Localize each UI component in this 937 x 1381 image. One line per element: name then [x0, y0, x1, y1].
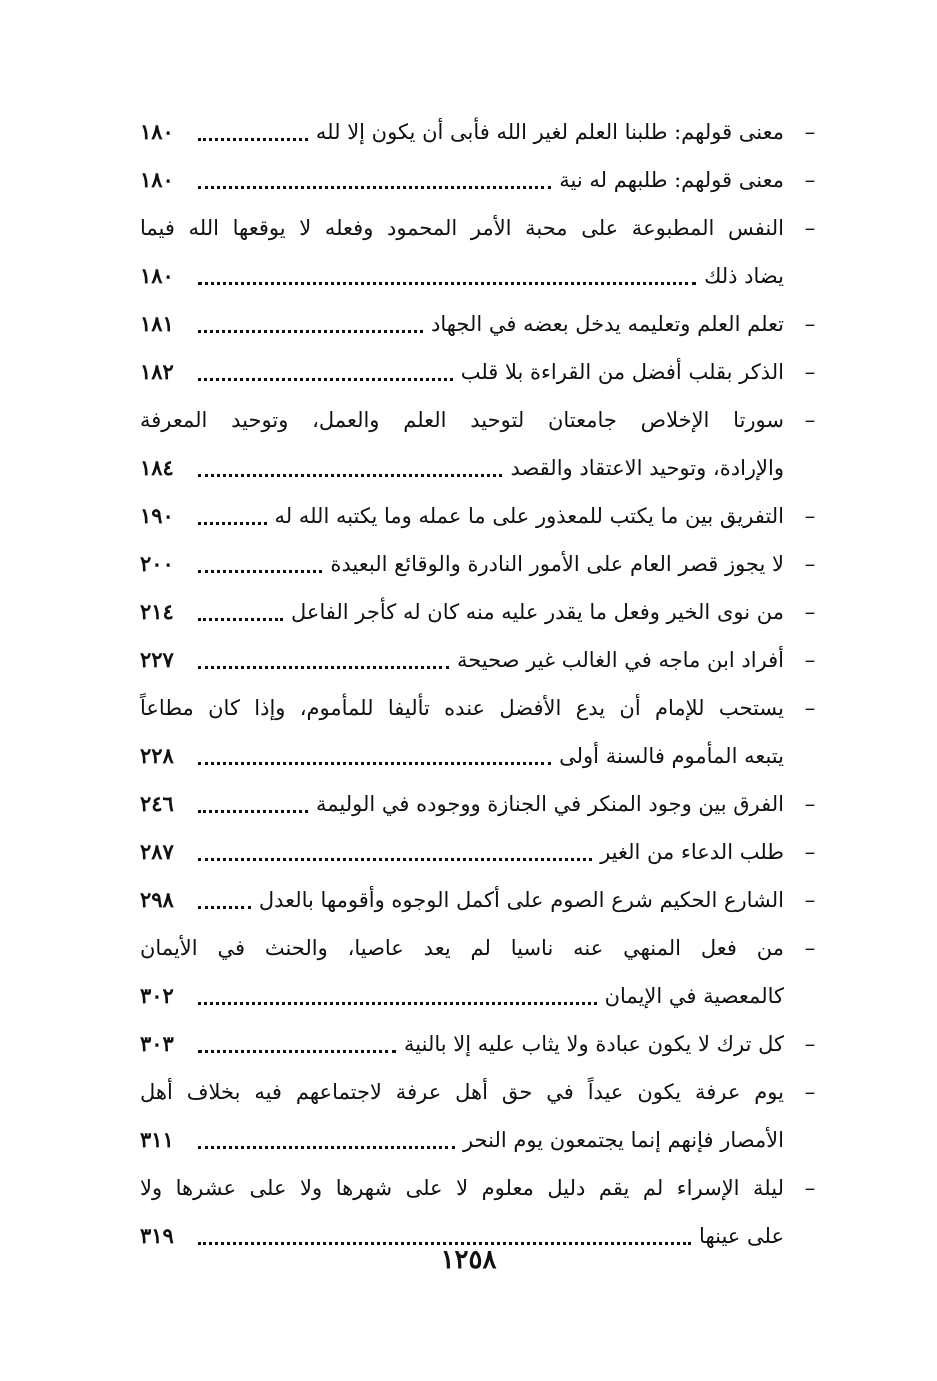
entry-line	[140, 252, 822, 300]
page-number: ١٢٥٨	[440, 1245, 497, 1275]
entry-page-number: ٢٢٨	[140, 743, 174, 768]
index-entry	[140, 300, 822, 348]
entry-text: يضاد ذلك	[704, 264, 784, 288]
index-entries	[140, 108, 822, 1260]
entry-page-number: ٢٨٧	[140, 839, 174, 864]
entry-text: يوم عرفة يكون عيداً في حق أهل عرفة لاجتماعهم فيه بخلاف أهل	[140, 1080, 784, 1104]
entry-line	[140, 108, 822, 156]
entry-dash: –	[804, 216, 816, 240]
index-entry	[140, 780, 822, 828]
entry-line	[140, 300, 822, 348]
entry-dash: –	[804, 120, 816, 144]
entry-page-number: ٢٩٨	[140, 887, 174, 912]
entry-text: النفس المطبوعة على محبة الأمر المحمود وفعله لا يوقعها الله فيما	[140, 216, 784, 240]
index-entry	[140, 108, 822, 156]
entry-line	[140, 588, 822, 636]
entry-text: الشارع الحكيم شرع الصوم على أكمل الوجوه وأقومها بالعدل	[258, 888, 784, 912]
dot-leader	[198, 903, 251, 909]
dot-leader	[198, 567, 322, 573]
dot-leader	[198, 663, 449, 669]
index-entry	[140, 636, 822, 684]
entry-line	[140, 924, 822, 972]
entry-text: لا يجوز قصر العام على الأمور النادرة والوقائع البعيدة	[330, 552, 784, 576]
entry-line	[140, 684, 822, 732]
entry-dash: –	[804, 408, 816, 432]
entry-page-number: ٢٤٦	[140, 791, 174, 816]
entry-line	[140, 348, 822, 396]
entry-dash: –	[804, 840, 816, 864]
entry-text: من فعل المنهي عنه ناسيا لم يعد عاصيا، والحنث في الأيمان	[140, 936, 784, 960]
entry-text: من نوى الخير وفعل ما يقدر عليه منه كان له كأجر الفاعل	[290, 600, 784, 624]
entry-dash: –	[804, 792, 816, 816]
dot-leader	[198, 1047, 396, 1053]
entry-text: الفرق بين وجود المنكر في الجنازة ووجوده في الوليمة	[316, 792, 784, 816]
entry-page-number: ٣٠٢	[140, 983, 174, 1008]
index-entry	[140, 492, 822, 540]
dot-leader	[198, 135, 308, 141]
entry-line	[140, 636, 822, 684]
index-entry	[140, 1068, 822, 1164]
entry-text: سورتا الإخلاص جامعتان لتوحيد العلم والعمل، وتوحيد المعرفة	[140, 408, 784, 432]
entry-line	[140, 1068, 822, 1116]
entry-line	[140, 828, 822, 876]
dot-leader	[198, 375, 453, 381]
entry-page-number: ٢١٤	[140, 599, 174, 624]
entry-dash: –	[804, 1032, 816, 1056]
index-entry	[140, 396, 822, 492]
entry-line	[140, 1020, 822, 1068]
dot-leader	[198, 999, 597, 1005]
entry-page-number: ٢٢٧	[140, 647, 174, 672]
entry-dash: –	[804, 648, 816, 672]
dot-leader	[198, 615, 283, 621]
entry-text: معنى قولهم: طلبهم له نية	[559, 168, 784, 192]
entry-line	[140, 540, 822, 588]
dot-leader	[198, 279, 696, 285]
entry-text: والإرادة، وتوحيد الاعتقاد والقصد	[510, 456, 784, 480]
entry-dash: –	[804, 168, 816, 192]
entry-text: طلب الدعاء من الغير	[600, 840, 784, 864]
entry-text: تعلم العلم وتعليمه يدخل بعضه في الجهاد	[430, 312, 784, 336]
index-entry	[140, 828, 822, 876]
entry-line	[140, 972, 822, 1020]
index-entry	[140, 204, 822, 300]
dot-leader	[198, 759, 551, 765]
entry-dash: –	[804, 504, 816, 528]
entry-text: ليلة الإسراء لم يقم دليل معلوم لا على شهرها ولا على عشرها ولا	[140, 1176, 784, 1200]
entry-page-number: ١٨٠	[140, 119, 174, 144]
entry-line	[140, 732, 822, 780]
entry-line	[140, 444, 822, 492]
entry-dash: –	[804, 936, 816, 960]
dot-leader	[198, 471, 502, 477]
index-entry	[140, 348, 822, 396]
index-entry	[140, 684, 822, 780]
entry-dash: –	[804, 312, 816, 336]
dot-leader	[198, 807, 308, 813]
entry-text: الأمصار فإنهم إنما يجتمعون يوم النحر	[462, 1128, 784, 1152]
dot-leader	[198, 519, 267, 525]
entry-text: التفريق بين ما يكتب للمعذور على ما عمله وما يكتبه الله له	[274, 504, 784, 528]
dot-leader	[198, 855, 592, 861]
index-entry	[140, 924, 822, 1020]
entry-text: معنى قولهم: طلبنا العلم لغير الله فأبى أن يكون إلا لله	[315, 120, 784, 144]
entry-page-number: ١٩٠	[140, 503, 174, 528]
entry-page-number: ١٨٤	[140, 455, 174, 480]
entry-line	[140, 204, 822, 252]
entry-text: أفراد ابن ماجه في الغالب غير صحيحة	[456, 648, 784, 672]
entry-text: كالمعصية في الإيمان	[604, 984, 784, 1008]
entry-dash: –	[804, 360, 816, 384]
entry-text: يتبعه المأموم فالسنة أولى	[559, 744, 784, 768]
dot-leader	[198, 183, 551, 189]
index-entry	[140, 588, 822, 636]
entry-page-number: ٣١١	[140, 1127, 174, 1152]
entry-page-number: ٣١٩	[140, 1223, 174, 1248]
entry-dash: –	[804, 552, 816, 576]
entry-text: كل ترك لا يكون عبادة ولا يثاب عليه إلا بالنية	[404, 1032, 784, 1056]
entry-dash: –	[804, 1176, 816, 1200]
entry-line	[140, 1116, 822, 1164]
index-entry	[140, 1020, 822, 1068]
entry-page-number: ١٨٠	[140, 263, 174, 288]
index-entry	[140, 876, 822, 924]
entry-line	[140, 780, 822, 828]
entry-text: يستحب للإمام أن يدع الأفضل عنده تأليفا للمأموم، وإذا كان مطاعاً	[140, 696, 784, 720]
dot-leader	[198, 1143, 455, 1149]
entry-line	[140, 876, 822, 924]
entry-line	[140, 156, 822, 204]
entry-text: على عينها	[699, 1224, 784, 1248]
entry-page-number: ٢٠٠	[140, 551, 174, 576]
entry-page-number: ١٨٢	[140, 359, 174, 384]
entry-dash: –	[804, 888, 816, 912]
index-entry	[140, 156, 822, 204]
entry-line	[140, 396, 822, 444]
entry-dash: –	[804, 696, 816, 720]
entry-dash: –	[804, 600, 816, 624]
entry-page-number: ١٨١	[140, 311, 174, 336]
entry-line	[140, 492, 822, 540]
entry-text: الذكر بقلب أفضل من القراءة بلا قلب	[460, 360, 784, 384]
entry-page-number: ١٨٠	[140, 167, 174, 192]
entry-page-number: ٣٠٣	[140, 1031, 174, 1056]
entry-line	[140, 1164, 822, 1212]
entry-dash: –	[804, 1080, 816, 1104]
dot-leader	[198, 327, 423, 333]
index-entry	[140, 540, 822, 588]
